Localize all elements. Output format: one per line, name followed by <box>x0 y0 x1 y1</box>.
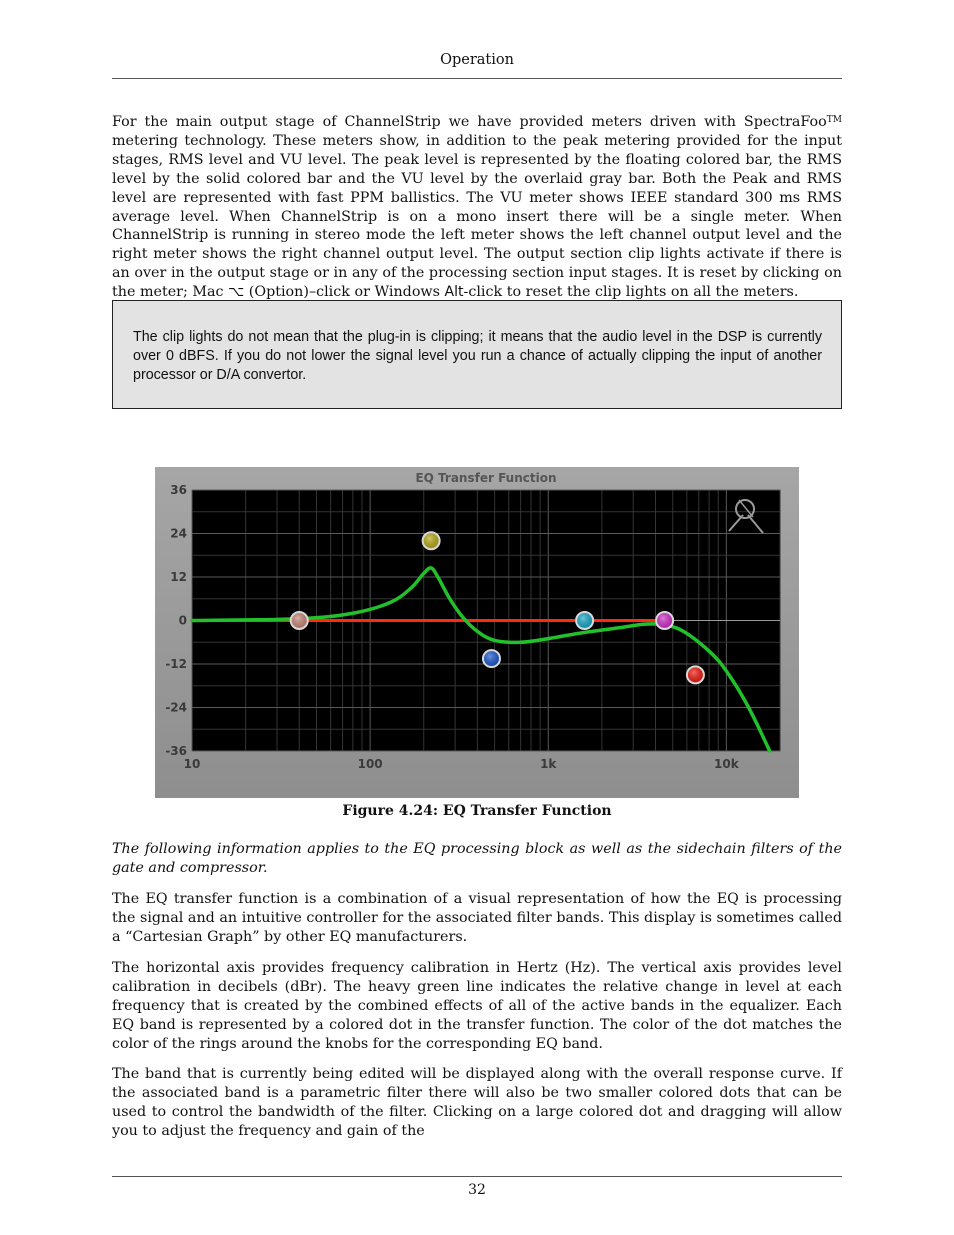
chart-title: EQ Transfer Function <box>415 471 557 485</box>
paragraph-band-editing: The band that is currently being edited will be displayed along with the overall response curve. If the associated band is a parametric filter there will also be two smaller colored dots that can be used to control the bandwidth of the filter. Clicking on a large colored dot and dragging will allow you to adjust the frequency and gain of the <box>112 1066 842 1139</box>
x-tick-label: 10k <box>714 757 739 771</box>
eq-band-dot-4[interactable] <box>576 612 593 629</box>
note-text: The clip lights do not mean that the plug-in is clipping; it means that the audio level in the DSP is currently over 0 dBFS. If you do not lower the signal level you run a chance of actually clipping the input of another processor or D/A convertor. <box>133 329 822 383</box>
option-key-glyph: ⌥ <box>228 284 245 301</box>
eq-band-dot-2[interactable] <box>423 532 440 549</box>
dot-shade <box>577 613 592 628</box>
p1-part-a: For the main output stage of ChannelStrip we have provided meters driven with SpectraFoo <box>112 114 827 130</box>
eq-band-dot-3[interactable] <box>483 650 500 667</box>
dot-shade <box>657 613 672 628</box>
x-tick-label: 100 <box>357 757 383 771</box>
paragraph-axes: The horizontal axis provides frequency calibration in Hertz (Hz). The vertical axis provides level calibration in decibels (dBr). The heavy green line indicates the relative change in level at each frequency that is created by the combined effects of all of the active bands in the equalizer. Each EQ band is represented by a colored dot in the transfer function. The color of the dot matches the color of the rings around the knobs for the corresponding EQ band. <box>112 960 842 1052</box>
y-tick-label: 12 <box>170 570 187 584</box>
y-tick-label: -12 <box>165 657 187 671</box>
running-header: Operation <box>440 52 514 68</box>
p1-part-c: (Option)–click or Windows <box>244 284 445 301</box>
paragraph-meters <box>112 111 842 302</box>
eq-band-dot-6[interactable] <box>687 666 704 683</box>
eq-band-dot-5[interactable] <box>656 612 673 629</box>
x-tick-label: 1k <box>540 757 557 771</box>
eq-chart[interactable] <box>155 467 799 798</box>
p1-part-b: metering technology. These meters show, in addition to the peak metering provided for the input stages, RMS level and VU level. The peak level is represented by the floating colored bar, the RMS level by the solid colored bar and the VU level by the overlaid gray bar. Both the Peak and RMS level are represented with fast PPM ballistics. The VU meter shows IEEE standard 300 ms RMS average level. When ChannelStrip is on a mono insert there will be a single meter. When ChannelStrip is running in stereo mode the left meter shows the left channel output level and the right meter shows the right channel output level. The output section clip lights activate if there is an over in the output stage or in any of the processing section input stages. It is reset by clicking on the meter; Mac <box>112 132 842 301</box>
y-tick-label: 24 <box>170 526 187 541</box>
note-box <box>112 300 842 409</box>
p1-part-d: -click to reset the clip lights on all the meters. <box>463 284 799 301</box>
eq-band-dot-1[interactable] <box>291 612 308 629</box>
eq-transfer-figure <box>155 467 799 798</box>
paragraph-applies: The following information applies to the EQ processing block as well as the sidechain filters of the gate and compressor. <box>112 841 842 876</box>
trademark: TM <box>826 115 842 125</box>
dot-shade <box>292 613 307 628</box>
y-tick-label: -36 <box>165 744 187 758</box>
header-rule <box>112 78 842 79</box>
x-tick-label: 10 <box>183 757 201 771</box>
dot-shade <box>424 533 439 548</box>
y-tick-label: -24 <box>165 700 187 715</box>
dot-shade <box>688 667 703 682</box>
figure-caption: Figure 4.24: EQ Transfer Function <box>342 803 612 819</box>
y-tick-label: 36 <box>170 483 187 497</box>
paragraph-transfer-function: The EQ transfer function is a combination of a visual representation of how the EQ is processing the signal and an intuitive controller for the associated filter bands. This display is sometimes called a “Cartesian Graph” by other EQ manufacturers. <box>112 891 842 945</box>
page-number: 32 <box>468 1182 486 1198</box>
dot-shade <box>484 651 499 666</box>
alt-key-label: Alt <box>444 284 464 301</box>
y-tick-label: 0 <box>178 613 187 628</box>
footer-rule <box>112 1176 842 1177</box>
